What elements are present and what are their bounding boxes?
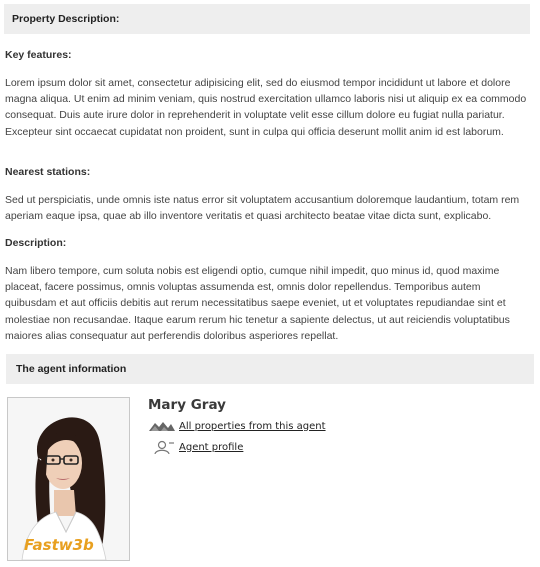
key-features-text: Lorem ipsum dolor sit amet, consectetur adipisicing elit, sed do eiusmod tempor incididunt ut labore et dolore magna aliqua. Ut enim ad minim veniam, quis nostrud exercitation ullamco laboris nisi ut aliquip ex ea commodo consequat. Duis aute irure dolor in reprehenderit in voluptate velit esse cillum dolore eu fugiat nulla pariatur. Excepteur sint occaecat cupidatat non proident, sunt in culpa qui officia deserunt mollit anim id est laborum. — [5, 77, 527, 138]
description-text: Nam libero tempore, cum soluta nobis est eligendi optio, cumque nihil impedit, quo minus id, quod maxime placeat, facere possimus, omnis voluptas assumenda est, omnis dolor repellendus. Temporibus autem quibusdam et aut officiis debitis aut rerum necessitatibus saepe eveniet, ut et voluptates repudiandae sint et molestiae non recusandae. Itaque earum rerum hic tenetur a sapiente delectus, ut aut reiciendis voluptatibus maiores alias consequatur aut perferendis doloribus asperiores repellat. — [5, 265, 510, 342]
agent-photo — [7, 397, 130, 561]
description-heading: Description: — [5, 237, 67, 249]
agent-information-title: The agent information — [16, 363, 127, 375]
key-features-heading: Key features: — [5, 49, 72, 61]
person-icon — [148, 440, 176, 454]
houses-icon — [148, 419, 176, 433]
agent-portrait-image — [8, 398, 129, 560]
all-properties-link-row[interactable] — [148, 419, 326, 433]
agent-profile-link[interactable]: Agent profile — [179, 441, 244, 453]
all-properties-link[interactable]: All properties from this agent — [179, 420, 326, 432]
nearest-stations-heading: Nearest stations: — [5, 166, 91, 178]
photo-watermark: Fastw3b — [24, 536, 94, 554]
property-description-header — [4, 4, 530, 34]
agent-name: Mary Gray — [148, 397, 226, 413]
agent-information-header — [6, 354, 534, 384]
property-description-title: Property Description: — [12, 13, 120, 25]
nearest-stations-text: Sed ut perspiciatis, unde omnis iste natus error sit voluptatem accusantium doloremque laudantium, totam rem aperiam eaque ipsa, quae ab illo inventore veritatis et quasi architecto beatae vitae dicta sunt, explicabo. — [5, 194, 520, 223]
agent-profile-link-row[interactable] — [148, 440, 243, 454]
